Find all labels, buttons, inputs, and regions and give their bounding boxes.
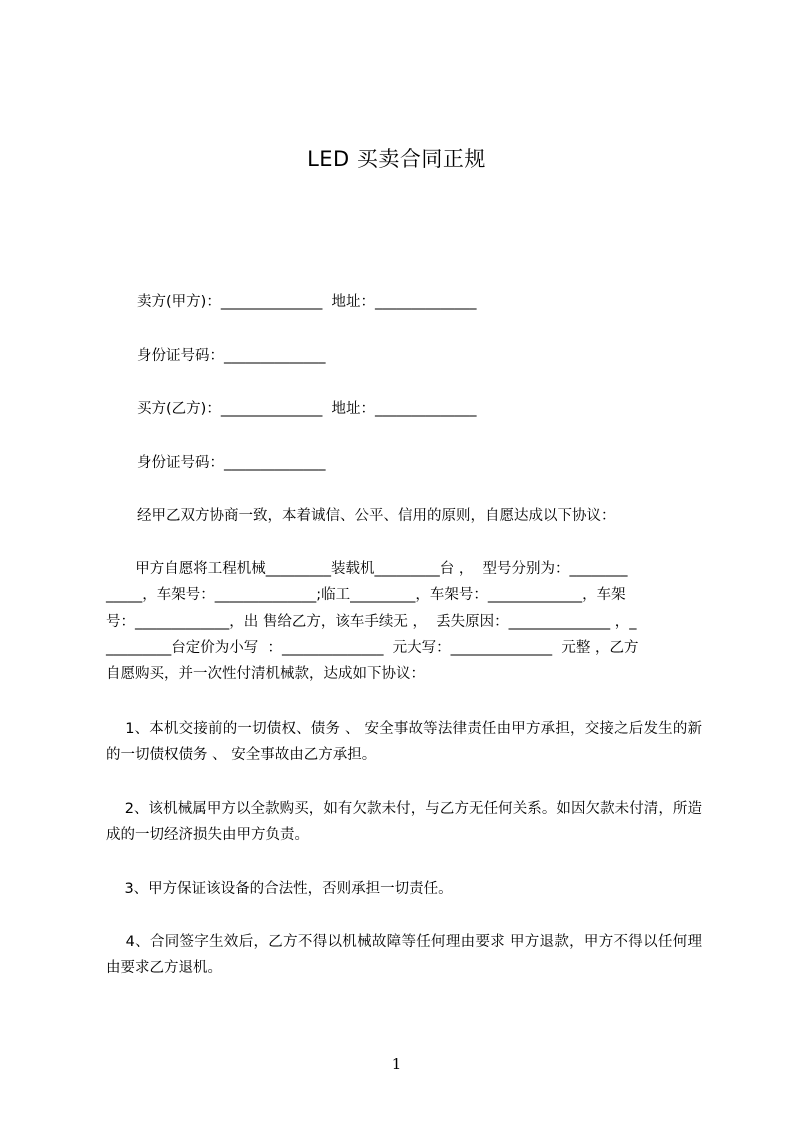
buyer-field-line: 买方(乙方)：______________ 地址：______________ bbox=[137, 401, 477, 417]
sale-line-2: _____，车架号：______________;临工_________，车架号：_____________，车架 bbox=[106, 587, 626, 603]
sale-line-4: _________台定价为小写 ：______________ 元大写：______________ 元整 ，乙方 bbox=[106, 640, 639, 656]
seller-field-line: 卖方(甲方)：______________ 地址：______________ bbox=[137, 294, 477, 310]
clause-2: 2、该机械属甲方以全款购买，如有欠款未付，与乙方无任何关系。如因欠款未付清，所造成的一切经济损失由甲方负责。 bbox=[106, 801, 702, 843]
sale-line-5: 自愿购买，并一次性付清机械款，达成如下协议： bbox=[106, 666, 425, 682]
intro-text: 经甲乙双方协商一致，本着诚信、公平、信用的原则，自愿达成以下协议： bbox=[137, 508, 616, 524]
clause-3: 3、甲方保证该设备的合法性，否则承担一切责任。 bbox=[106, 881, 453, 897]
sale-line-1: 甲方自愿将工程机械_________装载机_________台 ， 型号分别为：________ bbox=[126, 561, 628, 577]
document-title: LED 买卖合同正规 bbox=[307, 147, 486, 171]
seller-id-field-line: 身份证号码：______________ bbox=[137, 348, 326, 364]
sale-line-3: 号：_____________，出 售给乙方，该车手续无 ， 丢失原因：______________ ，_ bbox=[106, 614, 637, 630]
clause-1: 1、本机交接前的一切债权、债务 、 安全事故等法律责任由甲方承担，交接之后发生的新的一切债权债务 、 安全事故由乙方承担。 bbox=[106, 721, 702, 763]
page-number: 1 bbox=[391, 1055, 402, 1073]
buyer-id-field-line: 身份证号码：______________ bbox=[137, 455, 326, 471]
clause-4: 4、合同签字生效后，乙方不得以机械故障等任何理由要求 甲方退款，甲方不得以任何理由要求乙方退机。 bbox=[106, 934, 702, 976]
